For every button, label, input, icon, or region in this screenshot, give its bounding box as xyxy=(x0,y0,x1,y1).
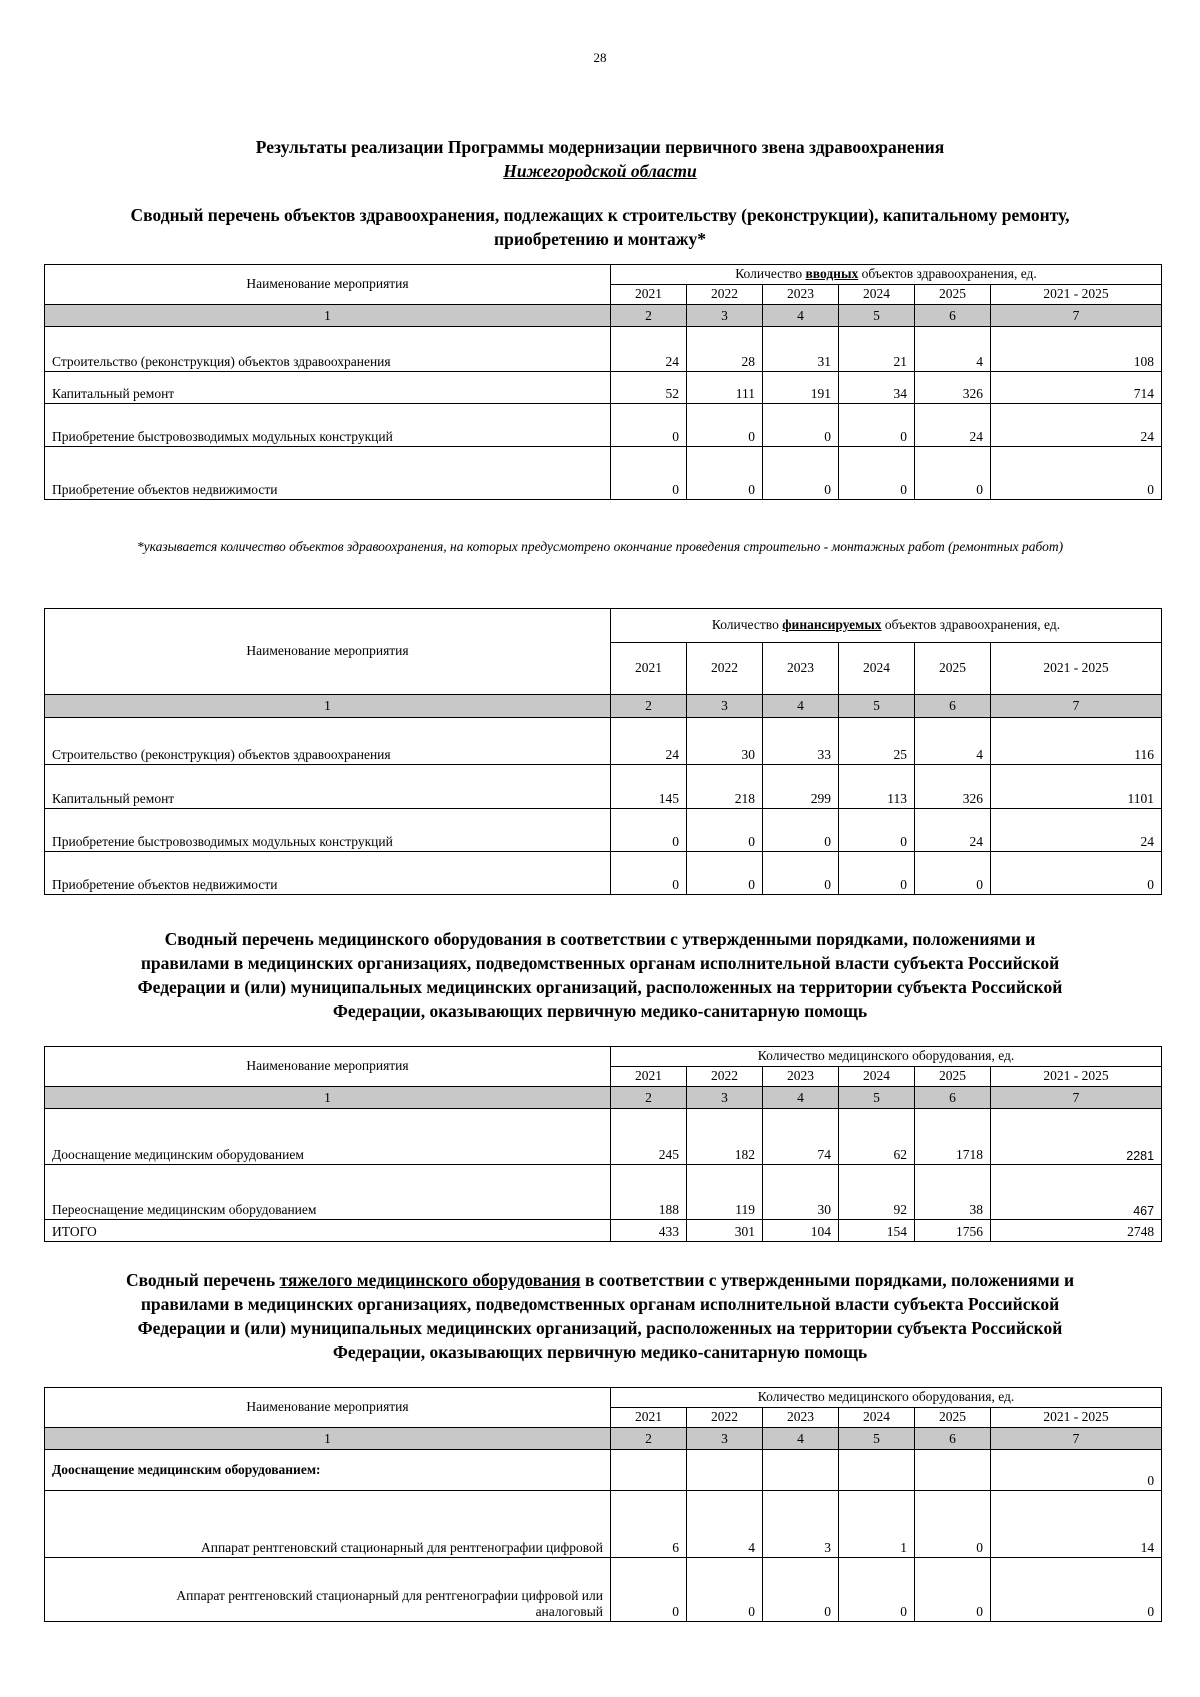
value-cell: 3 xyxy=(763,1491,839,1558)
year-header: 2022 xyxy=(687,285,763,305)
total-cell: 2748 xyxy=(991,1220,1162,1242)
year-header: 2024 xyxy=(839,1067,915,1087)
value-cell: 301 xyxy=(687,1220,763,1242)
value-cell: 0 xyxy=(687,447,763,500)
index-cell: 2 xyxy=(611,695,687,718)
group-header-text: Количество xyxy=(735,266,806,281)
page-title-line: Результаты реализации Программы модернизации первичного звена здравоохранения xyxy=(255,137,945,157)
value-cell: 24 xyxy=(915,809,991,852)
group-row xyxy=(45,1450,1162,1491)
index-cell: 4 xyxy=(763,1428,839,1450)
index-cell: 7 xyxy=(991,305,1162,327)
group-header-emphasis: финансируемых xyxy=(782,617,882,632)
table-row xyxy=(45,1165,1162,1220)
index-cell: 6 xyxy=(915,695,991,718)
value-cell: 0 xyxy=(915,1491,991,1558)
value-cell: 182 xyxy=(687,1109,763,1165)
total-cell: 116 xyxy=(991,718,1162,765)
value-cell: 30 xyxy=(687,718,763,765)
value-cell: 0 xyxy=(687,1558,763,1622)
table-row xyxy=(45,1558,1162,1622)
value-cell: 104 xyxy=(763,1220,839,1242)
year-header: 2022 xyxy=(687,1067,763,1087)
value-cell: 62 xyxy=(839,1109,915,1165)
index-cell: 4 xyxy=(763,1087,839,1109)
value-cell: 0 xyxy=(687,404,763,447)
value-cell xyxy=(763,1450,839,1491)
year-header: 2024 xyxy=(839,643,915,695)
value-cell: 0 xyxy=(915,1558,991,1622)
value-cell: 1718 xyxy=(915,1109,991,1165)
group-header: Количество медицинского оборудования, ед. xyxy=(611,1047,1162,1067)
commissioned-objects-table xyxy=(44,264,1162,500)
year-header: 2023 xyxy=(763,1408,839,1428)
group-header-emphasis: вводных xyxy=(805,266,859,281)
section3-title-line1 xyxy=(45,1268,1155,1292)
row-name: ИТОГО xyxy=(45,1220,611,1242)
index-cell: 4 xyxy=(763,305,839,327)
total-cell: 14 xyxy=(991,1491,1162,1558)
year-header: 2025 xyxy=(915,285,991,305)
page-title xyxy=(0,135,1200,183)
value-cell xyxy=(687,1450,763,1491)
value-cell xyxy=(611,1450,687,1491)
total-cell: 467 xyxy=(991,1165,1162,1220)
name-header: Наименование мероприятия xyxy=(45,265,611,305)
value-cell: 0 xyxy=(611,1558,687,1622)
total-cell: 714 xyxy=(991,372,1162,404)
value-cell: 0 xyxy=(763,1558,839,1622)
heavy-equipment-table xyxy=(44,1387,1162,1622)
index-cell: 3 xyxy=(687,1428,763,1450)
value-cell xyxy=(839,1450,915,1491)
index-cell: 4 xyxy=(763,695,839,718)
index-cell: 6 xyxy=(915,1428,991,1450)
row-name-line: аналоговый xyxy=(535,1604,603,1619)
group-header xyxy=(611,265,1162,285)
index-cell: 1 xyxy=(45,1087,611,1109)
year-header: 2025 xyxy=(915,1408,991,1428)
section3-title xyxy=(45,1268,1155,1364)
total-cell: 24 xyxy=(991,809,1162,852)
row-name: Капитальный ремонт xyxy=(45,372,611,404)
value-cell: 38 xyxy=(915,1165,991,1220)
value-cell: 0 xyxy=(839,404,915,447)
year-header: 2021 xyxy=(611,1067,687,1087)
value-cell xyxy=(915,1450,991,1491)
year-header: 2025 xyxy=(915,1067,991,1087)
year-header: 2021 - 2025 xyxy=(991,643,1162,695)
group-header xyxy=(611,609,1162,643)
value-cell: 191 xyxy=(763,372,839,404)
value-cell: 0 xyxy=(611,447,687,500)
table-row xyxy=(45,809,1162,852)
value-cell: 0 xyxy=(611,404,687,447)
value-cell: 0 xyxy=(687,852,763,895)
index-cell: 3 xyxy=(687,1087,763,1109)
value-cell: 33 xyxy=(763,718,839,765)
total-cell: 108 xyxy=(991,327,1162,372)
year-header: 2023 xyxy=(763,1067,839,1087)
value-cell: 0 xyxy=(839,1558,915,1622)
total-cell: 1101 xyxy=(991,765,1162,809)
value-cell: 24 xyxy=(915,404,991,447)
section1-title xyxy=(45,203,1155,251)
index-cell: 5 xyxy=(839,1087,915,1109)
index-cell: 5 xyxy=(839,695,915,718)
year-header: 2021 - 2025 xyxy=(991,285,1162,305)
row-name: Приобретение объектов недвижимости xyxy=(45,852,611,895)
value-cell: 25 xyxy=(839,718,915,765)
section2-title xyxy=(45,927,1155,1023)
value-cell: 24 xyxy=(611,718,687,765)
index-cell: 1 xyxy=(45,695,611,718)
row-name: Приобретение быстровозводимых модульных конструкций xyxy=(45,809,611,852)
table-row xyxy=(45,327,1162,372)
year-header: 2025 xyxy=(915,643,991,695)
section3-title-emphasis: тяжелого медицинского оборудования xyxy=(279,1270,581,1290)
year-header: 2021 xyxy=(611,643,687,695)
table-row xyxy=(45,1109,1162,1165)
section3-title-line: Федерации, оказывающих первичную медико-санитарную помощь xyxy=(332,1342,868,1362)
row-name: Капитальный ремонт xyxy=(45,765,611,809)
total-cell: 0 xyxy=(991,852,1162,895)
value-cell: 188 xyxy=(611,1165,687,1220)
row-name-line: Аппарат рентгеновский стационарный для рентгенографии цифровой или xyxy=(176,1588,603,1603)
row-name: Аппарат рентгеновский стационарный для рентгенографии цифровой xyxy=(45,1491,611,1558)
value-cell: 111 xyxy=(687,372,763,404)
value-cell: 28 xyxy=(687,327,763,372)
table-row xyxy=(45,372,1162,404)
value-cell: 0 xyxy=(763,809,839,852)
section2-title-line: Сводный перечень медицинского оборудования в соответствии с утвержденными порядками, положениями и xyxy=(164,929,1036,949)
year-header: 2022 xyxy=(687,1408,763,1428)
group-header-text: объектов здравоохранения, ед. xyxy=(858,266,1037,281)
value-cell: 1 xyxy=(839,1491,915,1558)
value-cell: 4 xyxy=(915,327,991,372)
value-cell: 24 xyxy=(611,327,687,372)
value-cell: 0 xyxy=(611,809,687,852)
value-cell: 74 xyxy=(763,1109,839,1165)
index-cell: 5 xyxy=(839,1428,915,1450)
row-name: Приобретение объектов недвижимости xyxy=(45,447,611,500)
value-cell: 0 xyxy=(763,404,839,447)
index-cell: 7 xyxy=(991,695,1162,718)
row-name xyxy=(45,1558,611,1622)
value-cell: 0 xyxy=(763,852,839,895)
value-cell: 0 xyxy=(915,447,991,500)
value-cell: 31 xyxy=(763,327,839,372)
name-header: Наименование мероприятия xyxy=(45,609,611,695)
index-cell: 7 xyxy=(991,1087,1162,1109)
year-header: 2024 xyxy=(839,1408,915,1428)
year-header: 2022 xyxy=(687,643,763,695)
value-cell: 30 xyxy=(763,1165,839,1220)
region-name: Нижегородской области xyxy=(503,161,697,181)
value-cell: 326 xyxy=(915,372,991,404)
value-cell: 6 xyxy=(611,1491,687,1558)
year-header: 2024 xyxy=(839,285,915,305)
footnote: *указывается количество объектов здравоохранения, на которых предусмотрено окончание проведения строительно - монтажных работ (ремонтных работ) xyxy=(136,539,1064,554)
index-cell: 2 xyxy=(611,1087,687,1109)
table-row xyxy=(45,852,1162,895)
group-header-text: объектов здравоохранения, ед. xyxy=(881,617,1061,632)
name-header: Наименование мероприятия xyxy=(45,1388,611,1428)
value-cell: 0 xyxy=(839,852,915,895)
value-cell: 154 xyxy=(839,1220,915,1242)
section1-title-line1: Сводный перечень объектов здравоохранения, подлежащих к строительству (реконструкции), капитальному ремонту, xyxy=(130,205,1070,225)
table-row xyxy=(45,718,1162,765)
total-row xyxy=(45,1220,1162,1242)
total-cell: 0 xyxy=(991,1558,1162,1622)
value-cell: 113 xyxy=(839,765,915,809)
group-header-text: Количество xyxy=(711,617,783,632)
year-header: 2021 - 2025 xyxy=(991,1408,1162,1428)
year-header: 2021 xyxy=(611,285,687,305)
section1-title-line2: приобретению и монтажу* xyxy=(494,229,706,249)
value-cell: 0 xyxy=(839,809,915,852)
value-cell: 0 xyxy=(611,852,687,895)
value-cell: 1756 xyxy=(915,1220,991,1242)
index-cell: 3 xyxy=(687,305,763,327)
value-cell: 52 xyxy=(611,372,687,404)
value-cell: 433 xyxy=(611,1220,687,1242)
year-header: 2021 - 2025 xyxy=(991,1067,1162,1087)
index-cell: 3 xyxy=(687,695,763,718)
value-cell: 218 xyxy=(687,765,763,809)
index-cell: 6 xyxy=(915,1087,991,1109)
value-cell: 92 xyxy=(839,1165,915,1220)
medical-equipment-table xyxy=(44,1046,1162,1242)
section3-title-line: правилами в медицинских организациях, подведомственных органам исполнительной власти субъекта Российской xyxy=(140,1294,1060,1314)
value-cell: 299 xyxy=(763,765,839,809)
section2-title-line: Федерации, оказывающих первичную медико-санитарную помощь xyxy=(332,1001,868,1021)
row-name: Приобретение быстровозводимых модульных конструкций xyxy=(45,404,611,447)
index-cell: 2 xyxy=(611,305,687,327)
index-cell: 7 xyxy=(991,1428,1162,1450)
value-cell: 326 xyxy=(915,765,991,809)
index-cell: 1 xyxy=(45,305,611,327)
value-cell: 21 xyxy=(839,327,915,372)
section3-title-line: Федерации и (или) муниципальных медицинских организаций, расположенных на территории субъекта Российской xyxy=(137,1318,1063,1338)
table-row xyxy=(45,447,1162,500)
row-name: Строительство (реконструкция) объектов здравоохранения xyxy=(45,327,611,372)
table-row xyxy=(45,404,1162,447)
table-row xyxy=(45,765,1162,809)
total-cell: 2281 xyxy=(991,1109,1162,1165)
value-cell: 0 xyxy=(915,852,991,895)
section3-title-text: в соответствии с утвержденными порядками, положениями и xyxy=(580,1270,1075,1290)
table-row xyxy=(45,1491,1162,1558)
group-name: Дооснащение медицинским оборудованием: xyxy=(45,1450,611,1491)
name-header: Наименование мероприятия xyxy=(45,1047,611,1087)
row-name: Переоснащение медицинским оборудованием xyxy=(45,1165,611,1220)
value-cell: 0 xyxy=(839,447,915,500)
value-cell: 34 xyxy=(839,372,915,404)
section3-title-text: Сводный перечень xyxy=(125,1270,280,1290)
total-cell: 24 xyxy=(991,404,1162,447)
row-name: Дооснащение медицинским оборудованием xyxy=(45,1109,611,1165)
group-header: Количество медицинского оборудования, ед. xyxy=(611,1388,1162,1408)
index-cell: 1 xyxy=(45,1428,611,1450)
index-cell: 2 xyxy=(611,1428,687,1450)
year-header: 2023 xyxy=(763,643,839,695)
value-cell: 4 xyxy=(687,1491,763,1558)
financed-objects-table xyxy=(44,608,1162,895)
index-cell: 5 xyxy=(839,305,915,327)
section2-title-line: Федерации и (или) муниципальных медицинских организаций, расположенных на территории субъекта Российской xyxy=(137,977,1063,997)
index-cell: 6 xyxy=(915,305,991,327)
value-cell: 0 xyxy=(763,447,839,500)
total-cell: 0 xyxy=(991,447,1162,500)
value-cell: 245 xyxy=(611,1109,687,1165)
section2-title-line: правилами в медицинских организациях, подведомственных органам исполнительной власти субъекта Российской xyxy=(140,953,1060,973)
value-cell: 4 xyxy=(915,718,991,765)
row-name: Строительство (реконструкция) объектов здравоохранения xyxy=(45,718,611,765)
total-cell: 0 xyxy=(991,1450,1162,1491)
value-cell: 145 xyxy=(611,765,687,809)
year-header: 2021 xyxy=(611,1408,687,1428)
value-cell: 119 xyxy=(687,1165,763,1220)
value-cell: 0 xyxy=(687,809,763,852)
page-number: 28 xyxy=(593,50,607,65)
year-header: 2023 xyxy=(763,285,839,305)
